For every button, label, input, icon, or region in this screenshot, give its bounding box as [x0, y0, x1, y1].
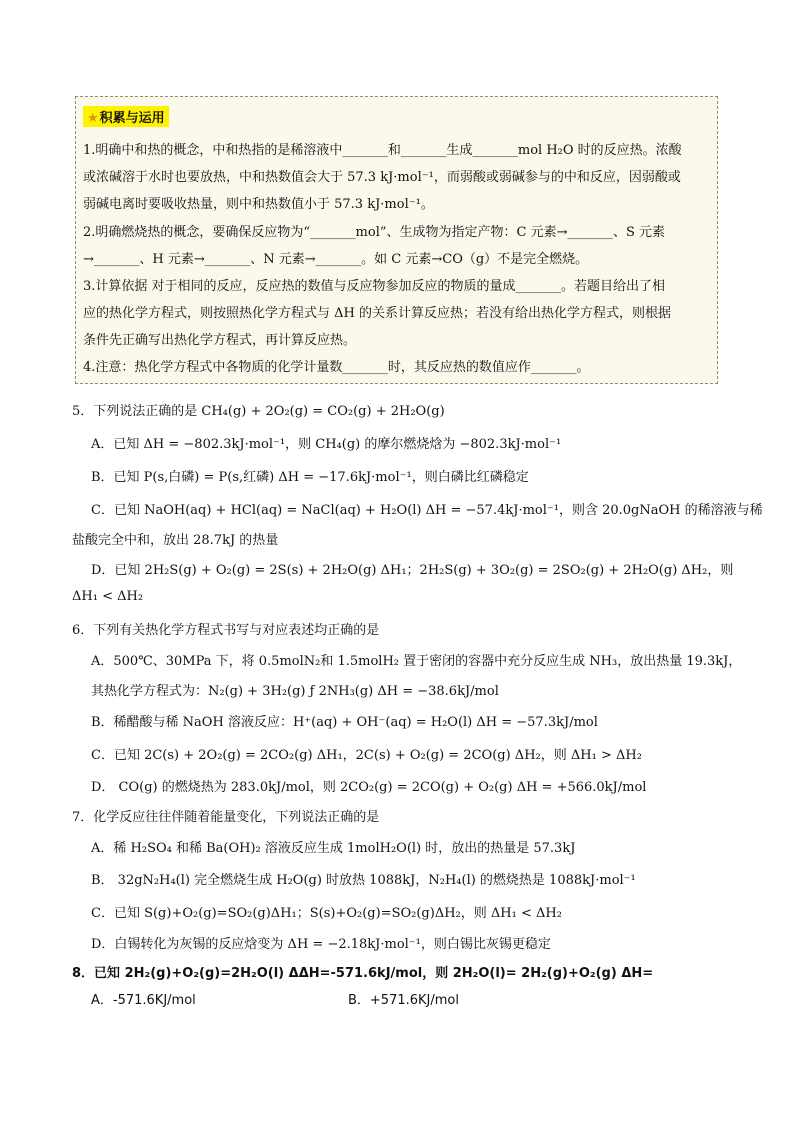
- q5-option-d-line1: D．已知 2H₂S(g) + O₂(g) = 2S(s) + 2H₂O(g) ΔH₁；2H₂S(g) + 3O₂(g) = 2SO₂(g) + 2H₂O(g) ΔH₂，则: [91, 563, 734, 578]
- q5-option-c-line1: C．已知 NaOH(aq) + HCl(aq) = NaCl(aq) + H₂O(l) ΔH = −57.4kJ·mol⁻¹，则含 20.0gNaOH 的稀溶液与稀: [91, 503, 763, 518]
- question-8-stem: 8．已知 2H₂(g)+O₂(g)=2H₂O(l) ΔΔH=-571.6kJ/mol，则 2H₂O(l)= 2H₂(g)+O₂(g) ΔH=: [72, 966, 654, 981]
- q6-option-a-line1: A．500℃、30MPa 下，将 0.5molN₂和 1.5molH₂ 置于密闭的容器中充分反应生成 NH₃，放出热量 19.3kJ，: [91, 654, 742, 669]
- box-line-6: 3.计算依据 对于相同的反应，反应热的数值与反应物参加反应的物质的量成_______。若题目给出了相: [83, 279, 666, 294]
- box-line-7: 应的热化学方程式，则按照热化学方程式与 ΔH 的关系计算反应热；若没有给出热化学方程式，则根据: [83, 306, 671, 321]
- knowledge-box: [75, 96, 718, 384]
- star-icon: ★: [87, 111, 99, 126]
- q8-option-a: A．-571.6KJ/mol: [91, 993, 196, 1008]
- box-line-3: 弱碱电离时要吸收热量，则中和热数值小于 57.3 kJ·mol⁻¹。: [83, 197, 434, 212]
- q6-option-c: C．已知 2C(s) + 2O₂(g) = 2CO₂(g) ΔH₁，2C(s) + O₂(g) = 2CO(g) ΔH₂，则 ΔH₁ > ΔH₂: [91, 748, 642, 763]
- q6-option-d: D． CO(g) 的燃烧热为 283.0kJ/mol，则 2CO₂(g) = 2CO(g) + O₂(g) ΔH = +566.0kJ/mol: [91, 780, 647, 795]
- question-7-stem: 7．化学反应往往伴随着能量变化，下列说法正确的是: [72, 810, 380, 825]
- q5-option-b: B．已知 P(s,白磷) = P(s,红磷) ΔH = −17.6kJ·mol⁻¹，则白磷比红磷稳定: [91, 470, 529, 485]
- box-line-9: 4.注意：热化学方程式中各物质的化学计量数_______时，其反应热的数值应作_______。: [83, 360, 590, 375]
- q7-option-c: C．已知 S(g)+O₂(g)=SO₂(g)ΔH₁；S(s)+O₂(g)=SO₂(g)ΔH₂，则 ΔH₁ < ΔH₂: [91, 906, 562, 921]
- box-line-1: 1.明确中和热的概念，中和热指的是稀溶液中_______和_______生成_______mol H₂O 时的反应热。浓酸: [83, 143, 682, 158]
- knowledge-badge: [83, 106, 169, 127]
- question-5-stem: 5．下列说法正确的是 CH₄(g) + 2O₂(g) = CO₂(g) + 2H₂O(g): [72, 404, 445, 419]
- q5-option-a: A．已知 ΔH = −802.3kJ·mol⁻¹，则 CH₄(g) 的摩尔燃烧焓为 −802.3kJ·mol⁻¹: [91, 437, 562, 452]
- box-line-8: 条件先正确写出热化学方程式，再计算反应热。: [83, 333, 357, 348]
- badge-label: 积累与运用: [99, 111, 165, 126]
- question-6-stem: 6．下列有关热化学方程式书写与对应表述均正确的是: [72, 623, 380, 638]
- q8-option-b: B．+571.6KJ/mol: [348, 993, 459, 1008]
- q5-option-d-line2: ΔH₁ < ΔH₂: [72, 589, 144, 604]
- q6-option-b: B．稀醋酸与稀 NaOH 溶液反应：H⁺(aq) + OH⁻(aq) = H₂O(l) ΔH = −57.3kJ/mol: [91, 715, 598, 730]
- q7-option-d: D．白锡转化为灰锡的反应焓变为 ΔH = −2.18kJ·mol⁻¹，则白锡比灰锡更稳定: [91, 937, 551, 952]
- q7-option-a: A．稀 H₂SO₄ 和稀 Ba(OH)₂ 溶液反应生成 1molH₂O(l) 时，放出的热量是 57.3kJ: [91, 841, 576, 856]
- q7-option-b: B． 32gN₂H₄(l) 完全燃烧生成 H₂O(g) 时放热 1088kJ，N₂H₄(l) 的燃烧热是 1088kJ·mol⁻¹: [91, 873, 636, 888]
- box-line-2: 或浓碱溶于水时也要放热，中和热数值会大于 57.3 kJ·mol⁻¹，而弱酸或弱碱参与的中和反应，因弱酸或: [83, 170, 681, 185]
- box-line-4: 2.明确燃烧热的概念，要确保反应物为“_______mol”、生成物为指定产物：C 元素→_______、S 元素: [83, 225, 666, 240]
- box-line-5: →_______、H 元素→_______、N 元素→_______。如 C 元素→CO（g）不是完全燃烧。: [83, 252, 589, 267]
- q5-option-c-line2: 盐酸完全中和，放出 28.7kJ 的热量: [72, 533, 279, 548]
- q6-option-a-line2: 其热化学方程式为：N₂(g) + 3H₂(g) ƒ 2NH₃(g) ΔH = −38.6kJ/mol: [91, 684, 499, 699]
